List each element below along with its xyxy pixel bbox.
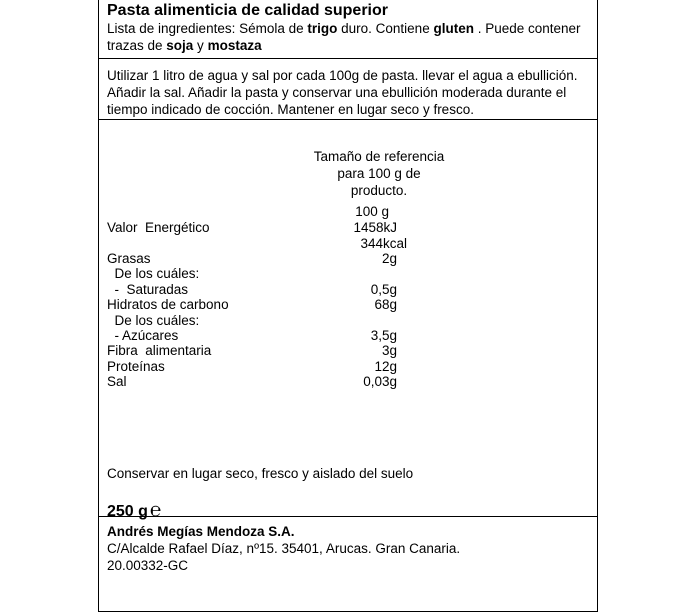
ingredients-prefix: Lista de ingredientes: Sémola de xyxy=(107,21,308,36)
company-address: C/Alcalde Rafael Díaz, nº15. 35401, Arucas. Gran Canaria. xyxy=(107,541,461,556)
nutrition-row xyxy=(107,328,587,344)
reference-line-2: para 100 g de producto. xyxy=(337,166,421,198)
nutrition-section xyxy=(99,120,597,521)
nutrient-label: Valor Energético xyxy=(107,220,210,235)
nutrition-row xyxy=(107,343,587,359)
nutrient-value: 68g xyxy=(374,297,397,312)
nutrient-label: - Azúcares xyxy=(107,328,179,343)
nutrition-row xyxy=(107,359,587,375)
ingredients-list xyxy=(107,20,589,54)
ingredients-mid3: y xyxy=(193,38,208,53)
nutrition-row xyxy=(107,236,587,252)
nutrient-label: Fibra alimentaria xyxy=(107,343,212,358)
nutrient-value: 3g xyxy=(381,343,397,358)
ingredients-mid2: . Puede contener trazas de xyxy=(107,21,581,53)
product-label xyxy=(98,0,598,612)
nutrient-value: 0,5g xyxy=(370,282,397,297)
company-registry: 20.00332-GC xyxy=(107,558,189,573)
net-weight xyxy=(107,500,161,522)
allergen-gluten: gluten xyxy=(433,21,474,36)
allergen-soja: soja xyxy=(166,38,194,53)
nutrient-label: Sal xyxy=(107,374,127,389)
nutrient-value: 0,03g xyxy=(363,374,397,389)
nutrient-value: 2g xyxy=(381,251,397,266)
instructions-text: Utilizar 1 litro de agua y sal por cada 100g de pasta. llevar el agua a ebullición. Añadir la sal. Añadir la pasta y conservar una ebullición moderada durante el tiempo indicado de cocción. Mantener en lugar seco y fresco. xyxy=(107,68,578,117)
nutrient-label: Grasas xyxy=(107,251,151,266)
nutrition-column-header: 100 g xyxy=(355,204,389,219)
company-section xyxy=(99,517,597,578)
allergen-trigo: trigo xyxy=(307,21,338,36)
nutrient-label: Proteínas xyxy=(107,359,165,374)
nutrition-row xyxy=(107,313,587,329)
nutrient-label: Hidratos de carbono xyxy=(107,297,229,312)
allergen-mostaza: mostaza xyxy=(207,38,262,53)
net-weight-value: 250 g xyxy=(107,503,148,520)
reference-line-1: Tamaño de referencia xyxy=(313,149,445,164)
company-name: Andrés Megías Mendoza S.A. xyxy=(107,524,295,539)
storage-instructions: Conservar en lugar seco, fresco y aislado del suelo xyxy=(107,466,414,481)
nutrient-label: De los cuáles: xyxy=(107,313,200,328)
nutrient-label: - Saturadas xyxy=(107,282,189,297)
nutrition-row xyxy=(107,374,587,390)
product-title: Pasta alimenticia de calidad superior xyxy=(107,2,388,19)
nutrition-row xyxy=(107,266,587,282)
nutrient-value: 12g xyxy=(374,359,397,374)
estimated-sign-icon: ℮ xyxy=(149,500,162,521)
header-section xyxy=(99,0,597,59)
nutrient-label: De los cuáles: xyxy=(107,266,200,281)
nutrition-row xyxy=(107,251,587,267)
reference-size xyxy=(309,148,449,199)
ingredients-mid1: duro. Contiene xyxy=(337,21,434,36)
nutrition-row xyxy=(107,297,587,313)
nutrition-row xyxy=(107,282,587,298)
nutrient-value: 3,5g xyxy=(370,328,397,343)
nutrition-row xyxy=(107,220,587,236)
instructions-section xyxy=(99,59,597,120)
nutrient-value: 344kcal xyxy=(360,236,407,251)
nutrient-value: 1458kJ xyxy=(353,220,397,235)
